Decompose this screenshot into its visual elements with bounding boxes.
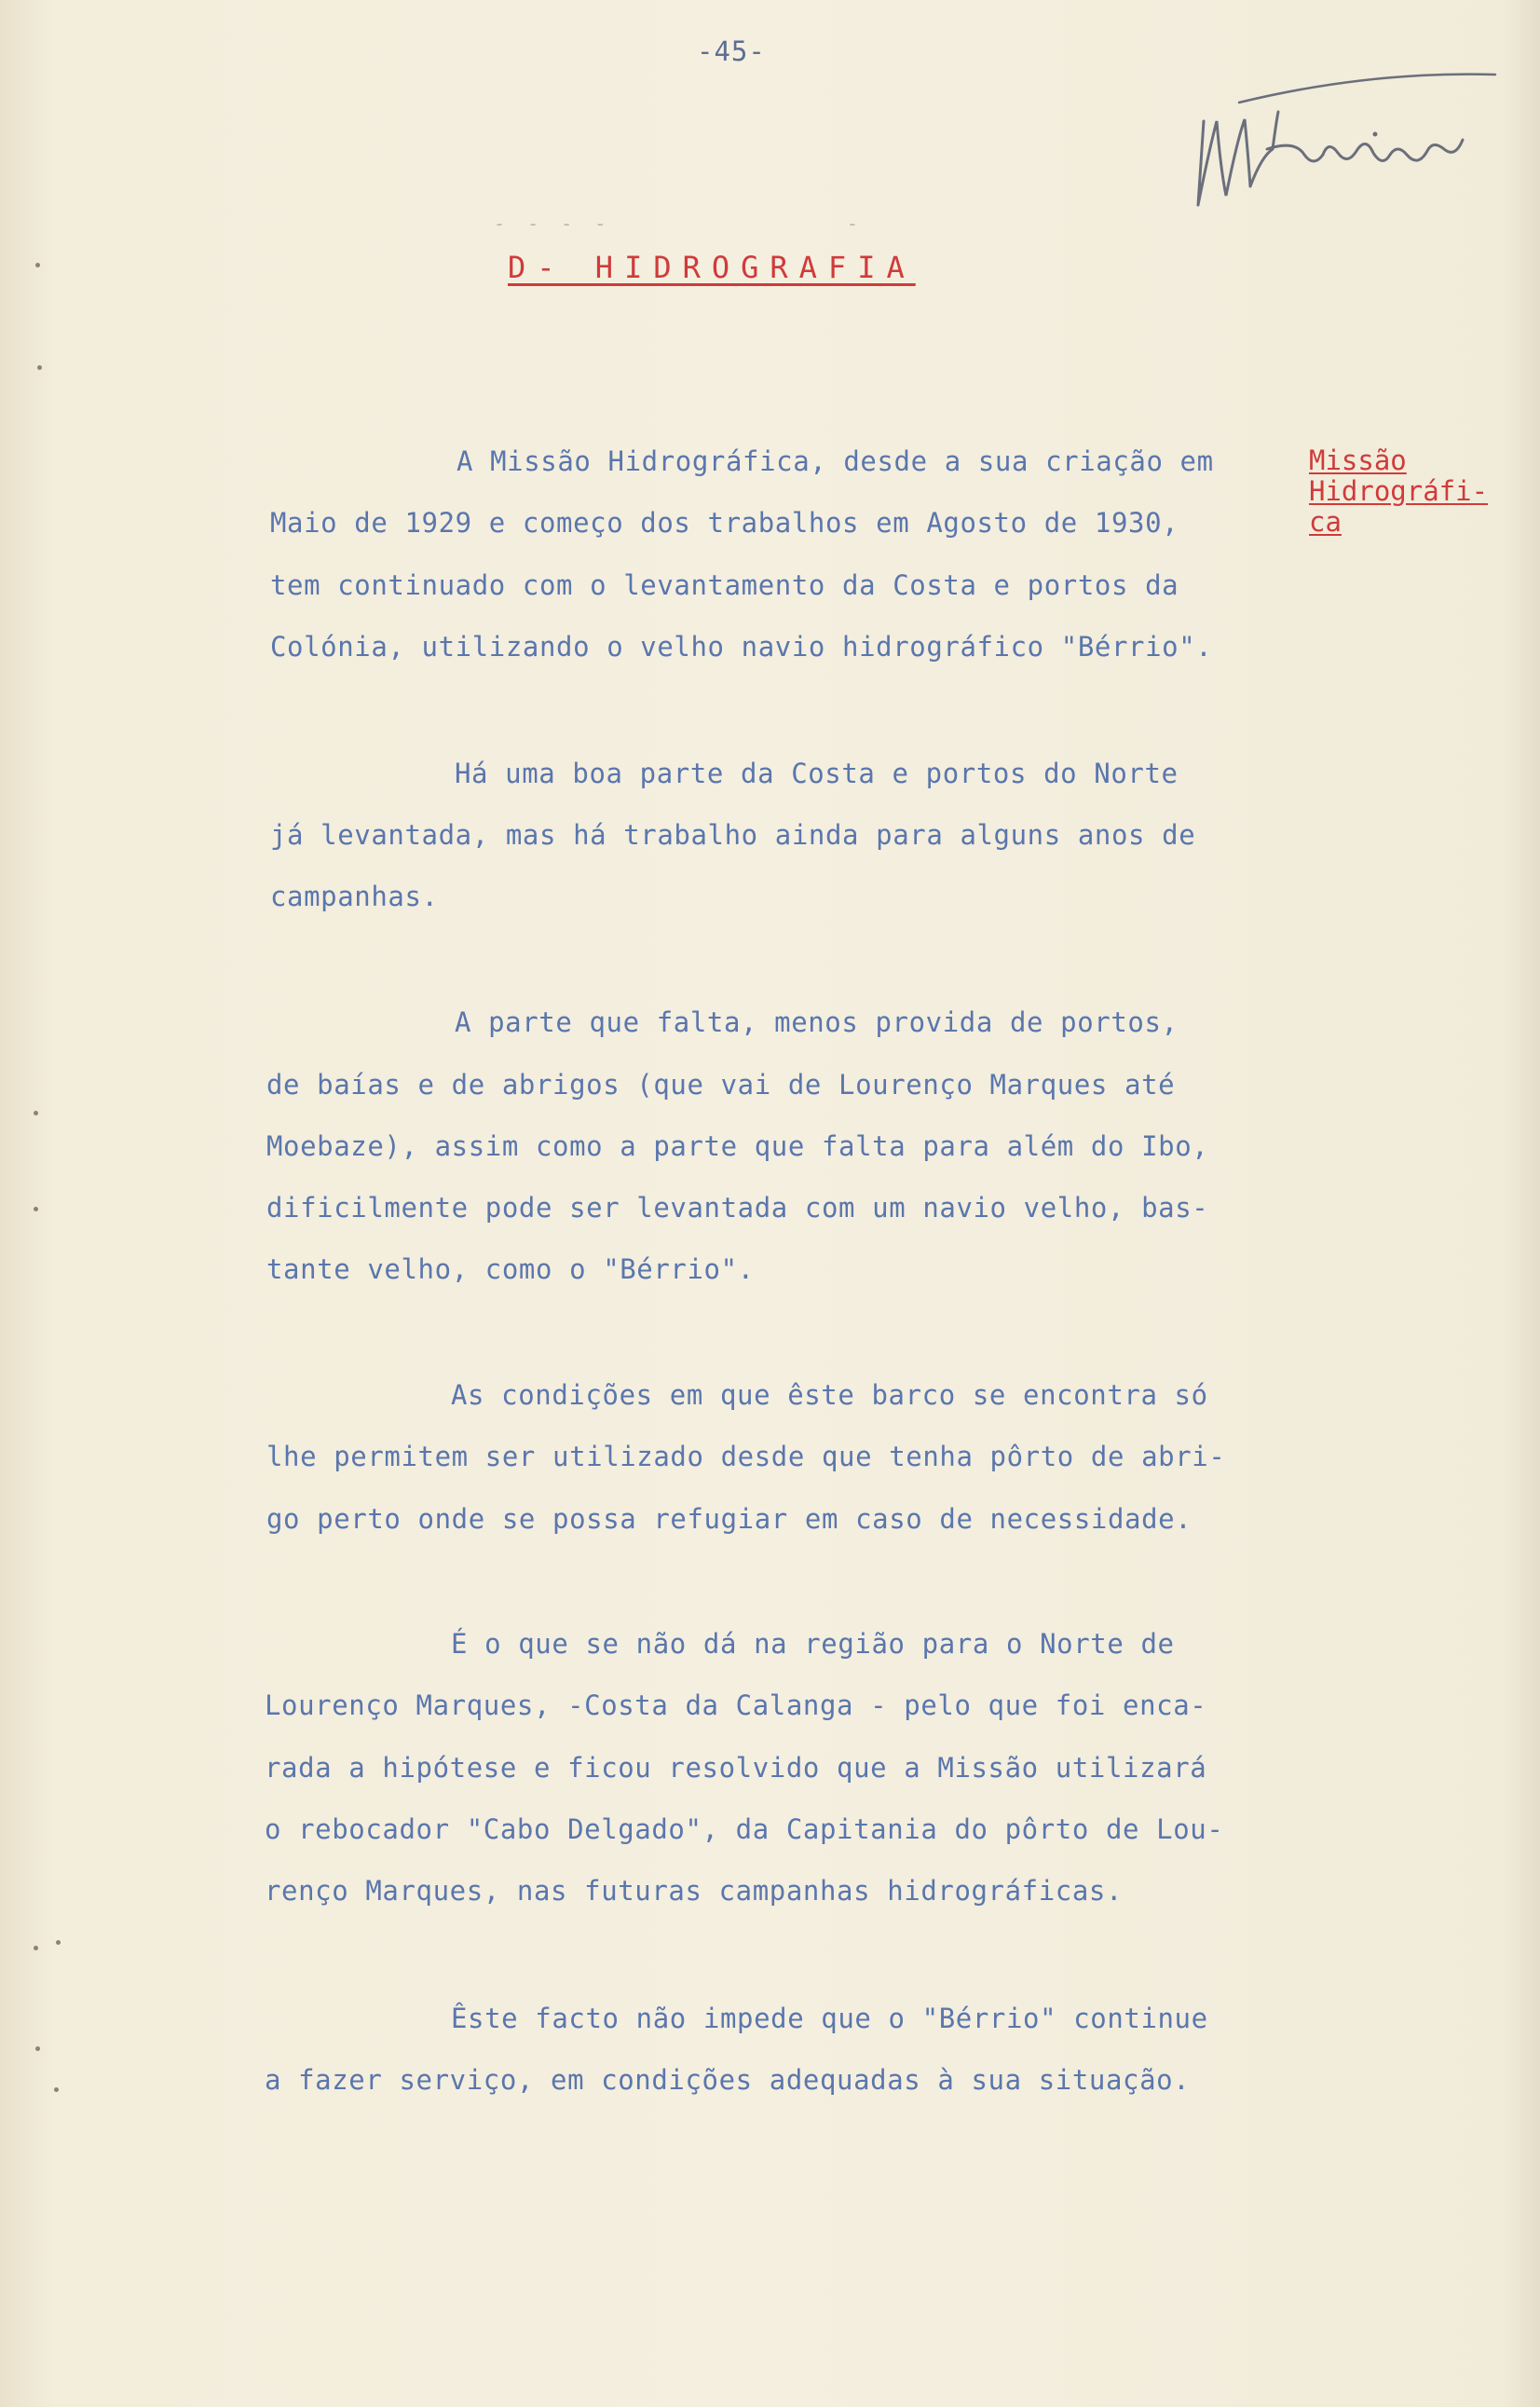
body-line: Moebaze), assim como a parte que falta para além do Ibo, <box>266 1130 1209 1162</box>
handwritten-signature <box>1183 65 1500 224</box>
body-line: go perto onde se possa refugiar em caso de necessidade. <box>266 1503 1192 1535</box>
body-line: tem continuado com o levantamento da Costa e portos da <box>270 569 1179 601</box>
body-line: lhe permitem ser utilizado desde que tenha pôrto de abri- <box>266 1441 1226 1472</box>
section-title: D- HIDROGRAFIA <box>508 250 916 285</box>
body-line: tante velho, como o "Bérrio". <box>266 1253 755 1285</box>
body-line: As condições em que êste barco se encontra só <box>451 1379 1208 1411</box>
margin-note-line: ca <box>1309 506 1342 538</box>
body-line: renço Marques, nas futuras campanhas hidrográficas. <box>265 1875 1124 1907</box>
body-line: A parte que falta, menos provida de portos, <box>455 1006 1179 1038</box>
body-line: Êste facto não impede que o "Bérrio" continue <box>451 2003 1208 2034</box>
body-line: A Missão Hidrográfica, desde a sua criação em <box>457 445 1214 477</box>
body-line: Maio de 1929 e começo dos trabalhos em Agosto de 1930, <box>270 507 1179 539</box>
body-line: campanhas. <box>270 881 439 912</box>
body-line: Colónia, utilizando o velho navio hidrográfico "Bérrio". <box>270 631 1213 663</box>
body-line: Lourenço Marques, -Costa da Calanga - pelo que foi enca- <box>265 1689 1207 1721</box>
body-line: dificilmente pode ser levantada com um navio velho, bas- <box>266 1192 1209 1224</box>
margin-note <box>1309 445 1488 538</box>
body-line: já levantada, mas há trabalho ainda para alguns anos de <box>270 819 1196 851</box>
body-line: a fazer serviço, em condições adequadas à sua situação. <box>265 2064 1191 2096</box>
body-line: rada a hipótese e ficou resolvido que a Missão utilizará <box>265 1752 1207 1784</box>
margin-note-line: Missão <box>1309 444 1407 476</box>
margin-note-line: Hidrográfi- <box>1309 475 1489 507</box>
faint-typed-residue: - - - - - <box>494 212 864 235</box>
body-line: o rebocador "Cabo Delgado", da Capitania do pôrto de Lou- <box>265 1813 1224 1845</box>
page-number: -45- <box>697 35 766 67</box>
body-line: É o que se não dá na região para o Norte de <box>451 1628 1175 1660</box>
body-line: de baías e de abrigos (que vai de Lourenço Marques até <box>266 1069 1176 1101</box>
body-line: Há uma boa parte da Costa e portos do Norte <box>455 758 1179 789</box>
page-edge-shadow <box>1503 0 1540 2407</box>
